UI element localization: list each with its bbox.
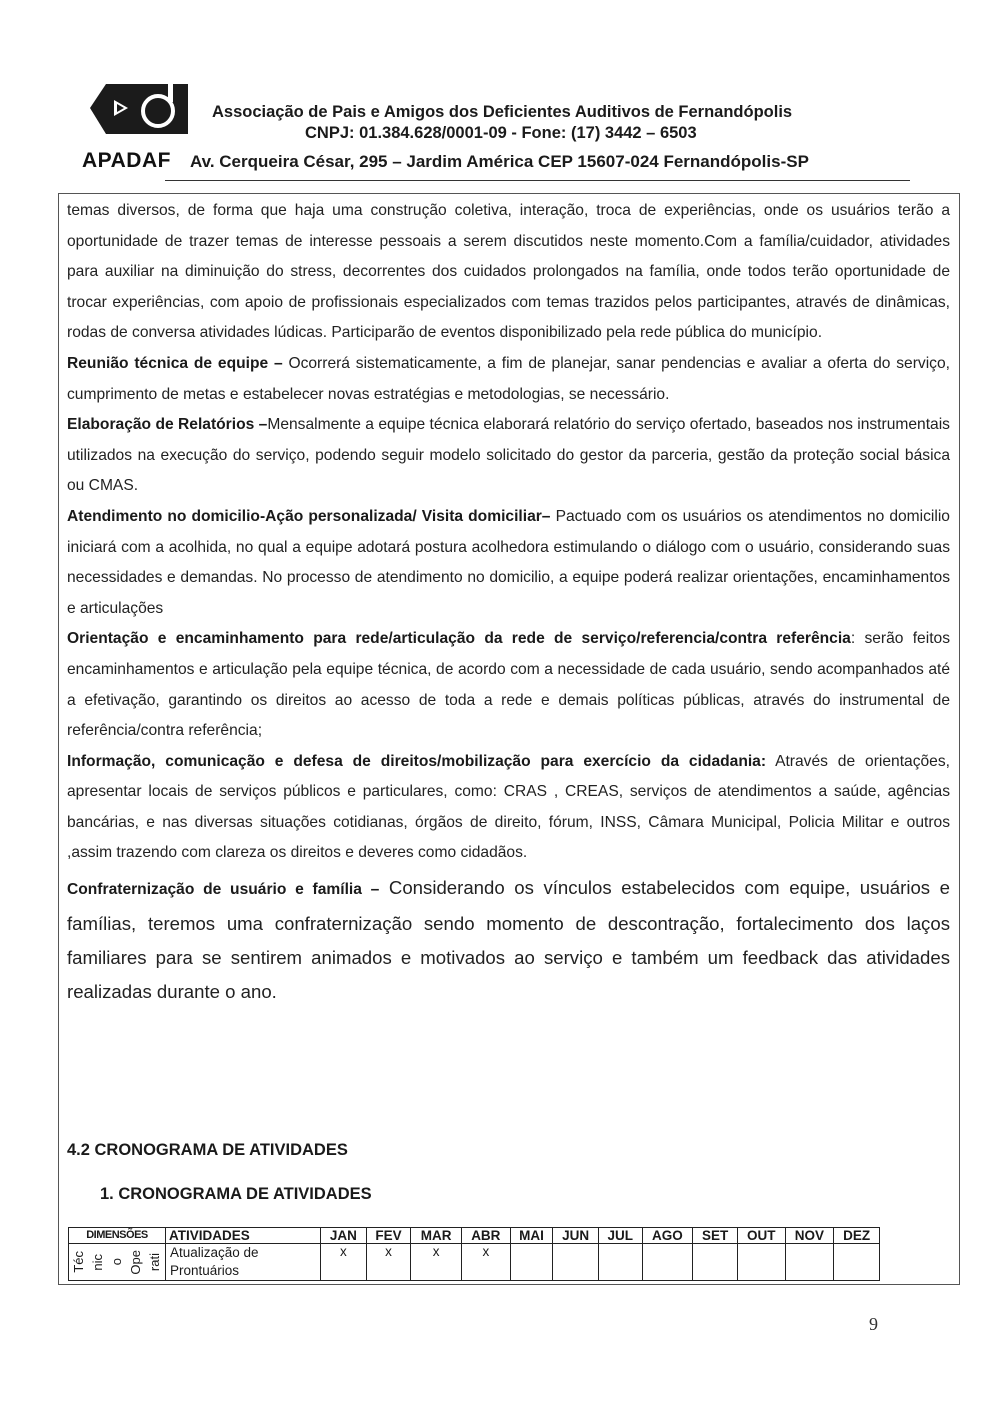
paragraph-text: Mensalmente a equipe técnica elaborará relatório do serviço ofertado, baseados nos instrumentais utilizados na execução do serviço, podendo seguir modelo solicitado do gestor da parceria, gestão da proteção social básica ou CMAS.	[67, 416, 950, 495]
activity-line: Prontuários	[170, 1263, 240, 1278]
paragraph-title: Informação, comunicação e defesa de direitos/mobilização para exercício da cidadania:	[67, 752, 767, 770]
header-month: SET	[693, 1228, 738, 1244]
section-title: 4.2 CRONOGRAMA DE ATIVIDADES	[67, 1141, 348, 1159]
paragraph-title: Orientação e encaminhamento para rede/articulação da rede de serviço/referencia/contra referência	[67, 630, 851, 648]
header-month: MAR	[411, 1228, 462, 1244]
dimension-fragment: Ope	[128, 1249, 144, 1275]
paragraph-title: Elaboração de Relatórios –	[67, 416, 268, 434]
logo-wordmark: APADAF	[82, 149, 171, 172]
paragraph-celebration	[67, 871, 950, 1009]
table-row	[69, 1244, 880, 1281]
header-dimensions: DIMENSÕES	[69, 1228, 166, 1244]
activity-cell	[166, 1244, 321, 1281]
schedule-table	[68, 1227, 880, 1281]
dimension-fragment: rati	[147, 1252, 163, 1272]
month-mark	[510, 1244, 553, 1281]
paragraph-text: Através de orientações, apresentar locais de serviços públicos e particulares, como: CRAS , CREAS, serviços de atendimentos a saúde, agências bancárias, e nas diversas situações cotidianas, órgãos de direito, fórum, INSS, Câmara Municipal, Policia Militar e outros ,assim trazendo com clareza os direitos e deveres como cidadãos.	[67, 752, 950, 862]
paragraph-text: Ocorrerá sistematicamente, a fim de planejar, sanar pendencias e avaliar a oferta do serviço, cumprimento de metas e estabelecer novas estratégias e metodologias, se necessário.	[67, 354, 950, 403]
month-mark: x	[461, 1244, 510, 1281]
header-month: OUT	[737, 1228, 785, 1244]
list-title: 1. CRONOGRAMA DE ATIVIDADES	[100, 1185, 372, 1203]
header-month: FEV	[366, 1228, 411, 1244]
paragraph-text: Considerando os vínculos estabelecidos com equipe, usuários e famílias, teremos uma confraternização sendo momento de descontração, fortalecimento dos laços familiares para se sentirem animados e motivados ao serviço e também um feedback das atividades realizadas durante o ano.	[67, 877, 950, 1003]
header-month: NOV	[785, 1228, 834, 1244]
dimension-fragment: nic	[89, 1253, 105, 1271]
header-month: JUL	[598, 1228, 642, 1244]
month-mark	[642, 1244, 693, 1281]
header-month: ABR	[461, 1228, 510, 1244]
paragraph-rights	[67, 747, 950, 869]
header-address: Av. Cerqueira César, 295 – Jardim América CEP 15607-024 Fernandópolis-SP	[190, 152, 809, 171]
month-mark	[737, 1244, 785, 1281]
header-month: MAI	[510, 1228, 553, 1244]
paragraph-referral	[67, 624, 950, 746]
header-month: JAN	[321, 1228, 367, 1244]
month-mark: x	[366, 1244, 411, 1281]
dimension-cell	[69, 1244, 166, 1281]
dimension-fragment: o	[108, 1258, 124, 1266]
apadaf-logo-icon	[84, 78, 192, 138]
activity-line: Atualização de	[170, 1245, 259, 1260]
body-text	[67, 196, 950, 1009]
paragraph-title: Confraternização de usuário e família –	[67, 881, 380, 899]
paragraph-text: : serão feitos encaminhamentos e articulação pela equipe técnica, de acordo com a necessidade de cada usuário, sendo acompanhados até a efetivação, garantindo os direitos ao acesso de toda a rede e demais políticas públicas, através do instrumental de referência/contra referência;	[67, 630, 950, 740]
page-number: 9	[869, 1314, 878, 1334]
header-activities: ATIVIDADES	[166, 1228, 321, 1244]
month-mark	[598, 1244, 642, 1281]
month-mark	[693, 1244, 738, 1281]
header-divider	[165, 180, 910, 181]
month-mark	[785, 1244, 834, 1281]
paragraph-reports	[67, 410, 950, 502]
paragraph-title: Reunião técnica de equipe –	[67, 354, 283, 372]
header-month: DEZ	[834, 1228, 880, 1244]
paragraph-text: Pactuado com os usuários os atendimentos no domicilio iniciará com a acolhida, no qual a equipe adotará postura acolhedora estimulando o diálogo com o usuário, considerando suas necessidades e demandas. No processo de atendimento no domicilio, a equipe poderá realizar orientações, encaminhamentos e articulações	[67, 507, 950, 617]
paragraph-themes: temas diversos, de forma que haja uma construção coletiva, interação, troca de experiências, onde os usuários terão a oportunidade de trazer temas de interesse pessoais a serem discutidos neste momento.Com a família/cuidador, atividades para auxiliar na diminuição do stress, decorrentes dos cuidados prolongados na família, onde todos terão oportunidade de trocar experiências, com apoio de profissionais especializados com temas trazidos pelos participantes, através de dinâmicas, rodas de conversa atividades lúdicas. Participarão de eventos disponibilizado pela rede pública do município.	[67, 202, 950, 342]
dimension-fragment: Téc	[70, 1251, 86, 1273]
month-mark: x	[321, 1244, 367, 1281]
header-month: AGO	[642, 1228, 693, 1244]
table-header-row	[69, 1228, 880, 1244]
header-month: JUN	[553, 1228, 599, 1244]
header-cnpj-phone: CNPJ: 01.384.628/0001-09 - Fone: (17) 3442 – 6503	[305, 124, 697, 142]
paragraph-home-visit	[67, 502, 950, 624]
month-mark	[834, 1244, 880, 1281]
header-org-name: Associação de Pais e Amigos dos Deficientes Auditivos de Fernandópolis	[212, 103, 793, 121]
month-mark	[553, 1244, 599, 1281]
month-mark: x	[411, 1244, 462, 1281]
paragraph-title: Atendimento no domicilio-Ação personalizada/ Visita domiciliar–	[67, 507, 551, 525]
paragraph-team-meeting	[67, 349, 950, 410]
